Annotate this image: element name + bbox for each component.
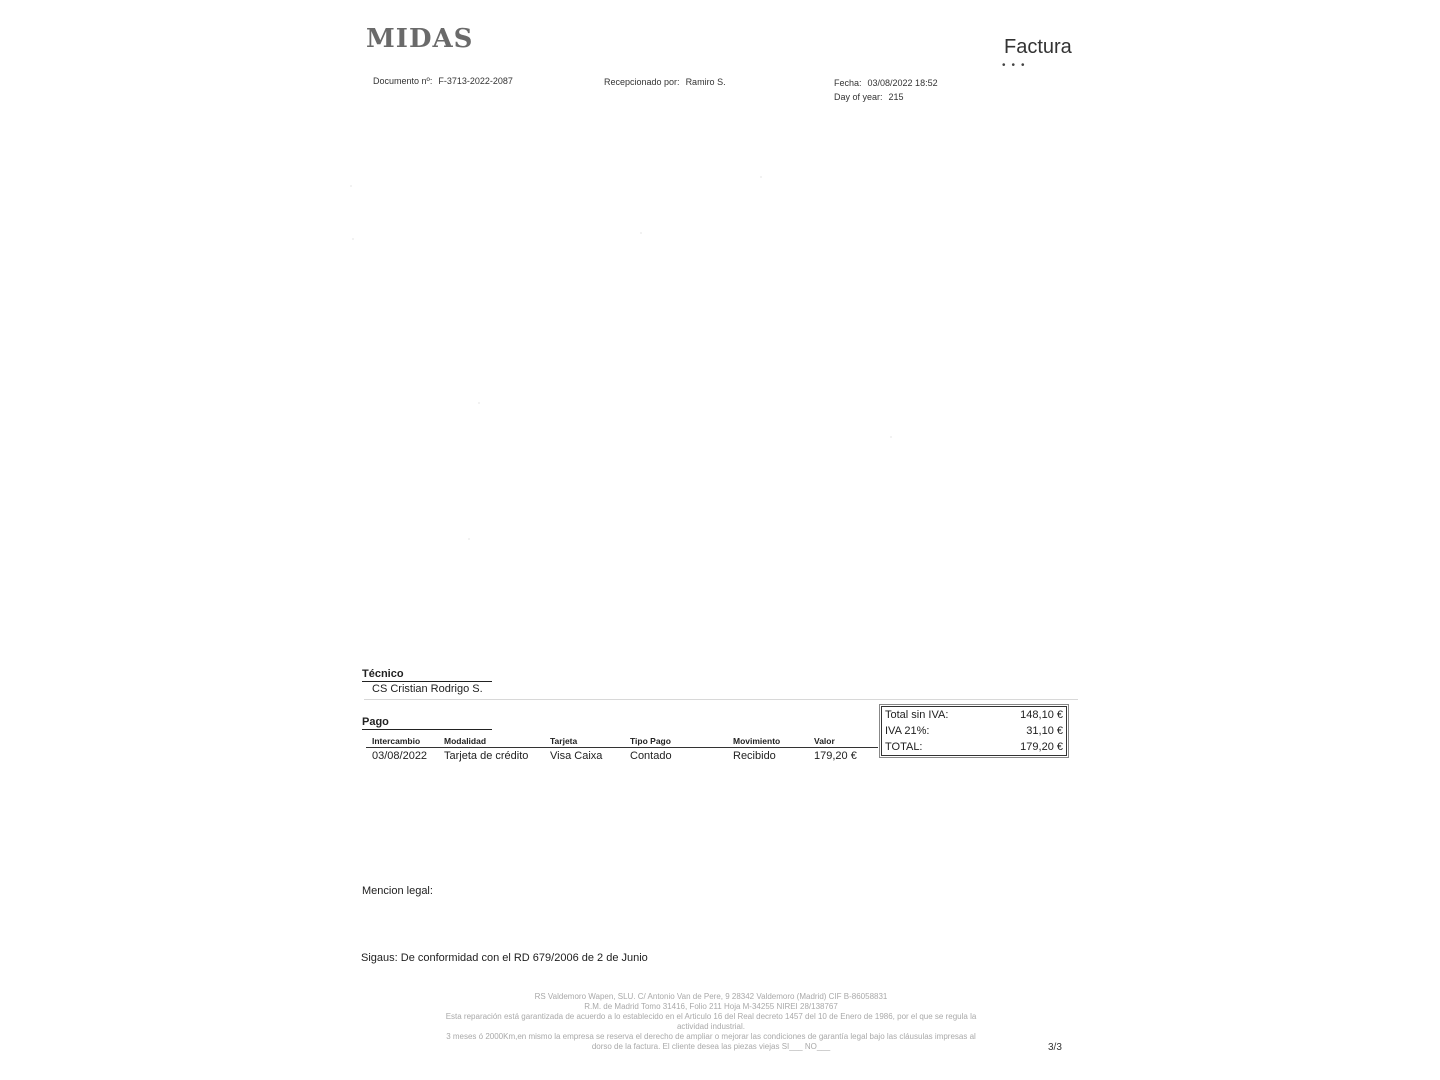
total-value: 179,20 € [1020, 741, 1063, 753]
page-number: 3/3 [1048, 1042, 1062, 1053]
table-row [366, 748, 878, 765]
footer-line: Esta reparación está garantizada de acuerdo a lo establecido en el Articulo 16 del Real decreto 1457 del 10 de Enero de 1986, por el que se regula la [445, 1012, 977, 1021]
footer-line: 3 meses ó 2000Km,en mismo la empresa se reserva el derecho de ampliar o mejorar las condiciones de garantía legal bajo las cláusulas impresas al [446, 1032, 976, 1041]
document-date-label: Fecha: [834, 78, 862, 88]
document-title: Factura [1004, 36, 1072, 58]
col-intercambio: Intercambio [366, 734, 438, 748]
scan-speck [890, 436, 892, 438]
payment-header-row [366, 734, 878, 748]
footer-line: RS Valdemoro Wapen, SLU. C/ Antonio Van de Pere, 9 28342 Valdemoro (Madrid) CIF B-86058831 [534, 992, 888, 1001]
midas-logo: MIDAS [366, 24, 474, 54]
received-by-label: Recepcionado por: [604, 77, 680, 87]
document-number-label: Documento nº: [373, 76, 433, 86]
company-footer [420, 992, 1002, 1052]
day-of-year-label: Day of year: [834, 92, 883, 102]
scan-speck [478, 402, 480, 404]
sigaus-note: Sigaus: De conformidad con el RD 679/2006 de 2 de Junio [361, 952, 648, 964]
scan-speck [468, 538, 470, 540]
total-row [882, 739, 1066, 755]
footer-line: R.M. de Madrid Tomo 31416, Folio 211 Hoja M-34255 NIREI 28/138767 [584, 1002, 838, 1011]
cell-valor: 179,20 € [814, 750, 857, 762]
cell-intercambio: 03/08/2022 [372, 750, 428, 762]
col-modalidad: Modalidad [438, 734, 544, 748]
cell-movimiento: Recibido [733, 750, 776, 762]
tax-value: 31,10 € [1026, 725, 1063, 737]
subtotal-label: Total sin IVA: [885, 709, 949, 721]
document-number [373, 76, 513, 86]
payment-title: Pago [362, 716, 492, 730]
technician-title: Técnico [362, 668, 492, 682]
col-movimiento: Movimiento [727, 734, 808, 748]
scan-speck [640, 232, 642, 234]
received-by [604, 77, 726, 87]
scan-speck [760, 176, 762, 178]
document-number-value: F-3713-2022-2087 [438, 76, 513, 86]
section-divider [364, 699, 1078, 700]
totals-box [881, 706, 1067, 756]
scan-speck [350, 185, 352, 187]
day-of-year [834, 92, 904, 102]
col-tipo-pago: Tipo Pago [624, 734, 727, 748]
technician-name: CS Cristian Rodrigo S. [372, 683, 483, 695]
day-of-year-value: 215 [888, 92, 904, 102]
footer-line: actividad industrial. [676, 1022, 746, 1031]
footer-line: dorso de la factura. El cliente desea las piezas viejas SI___ NO___ [591, 1042, 831, 1051]
total-label: TOTAL: [885, 741, 923, 753]
subtotal-value: 148,10 € [1020, 709, 1063, 721]
col-tarjeta: Tarjeta [544, 734, 624, 748]
received-by-value: Ramiro S. [685, 77, 726, 87]
subtotal-row [882, 707, 1066, 723]
tax-label: IVA 21%: [885, 725, 930, 737]
title-dots-icon: ••• [1002, 60, 1031, 71]
cell-tarjeta: Visa Caixa [550, 750, 603, 762]
legal-mention-title: Mencion legal: [362, 885, 433, 897]
cell-modalidad: Tarjeta de crédito [444, 750, 529, 762]
tax-row [882, 723, 1066, 739]
document-date [834, 78, 938, 88]
scan-speck [352, 238, 354, 240]
payment-table [366, 734, 878, 764]
col-valor: Valor [808, 734, 878, 748]
document-date-value: 03/08/2022 18:52 [867, 78, 938, 88]
cell-tipo-pago: Contado [630, 750, 672, 762]
